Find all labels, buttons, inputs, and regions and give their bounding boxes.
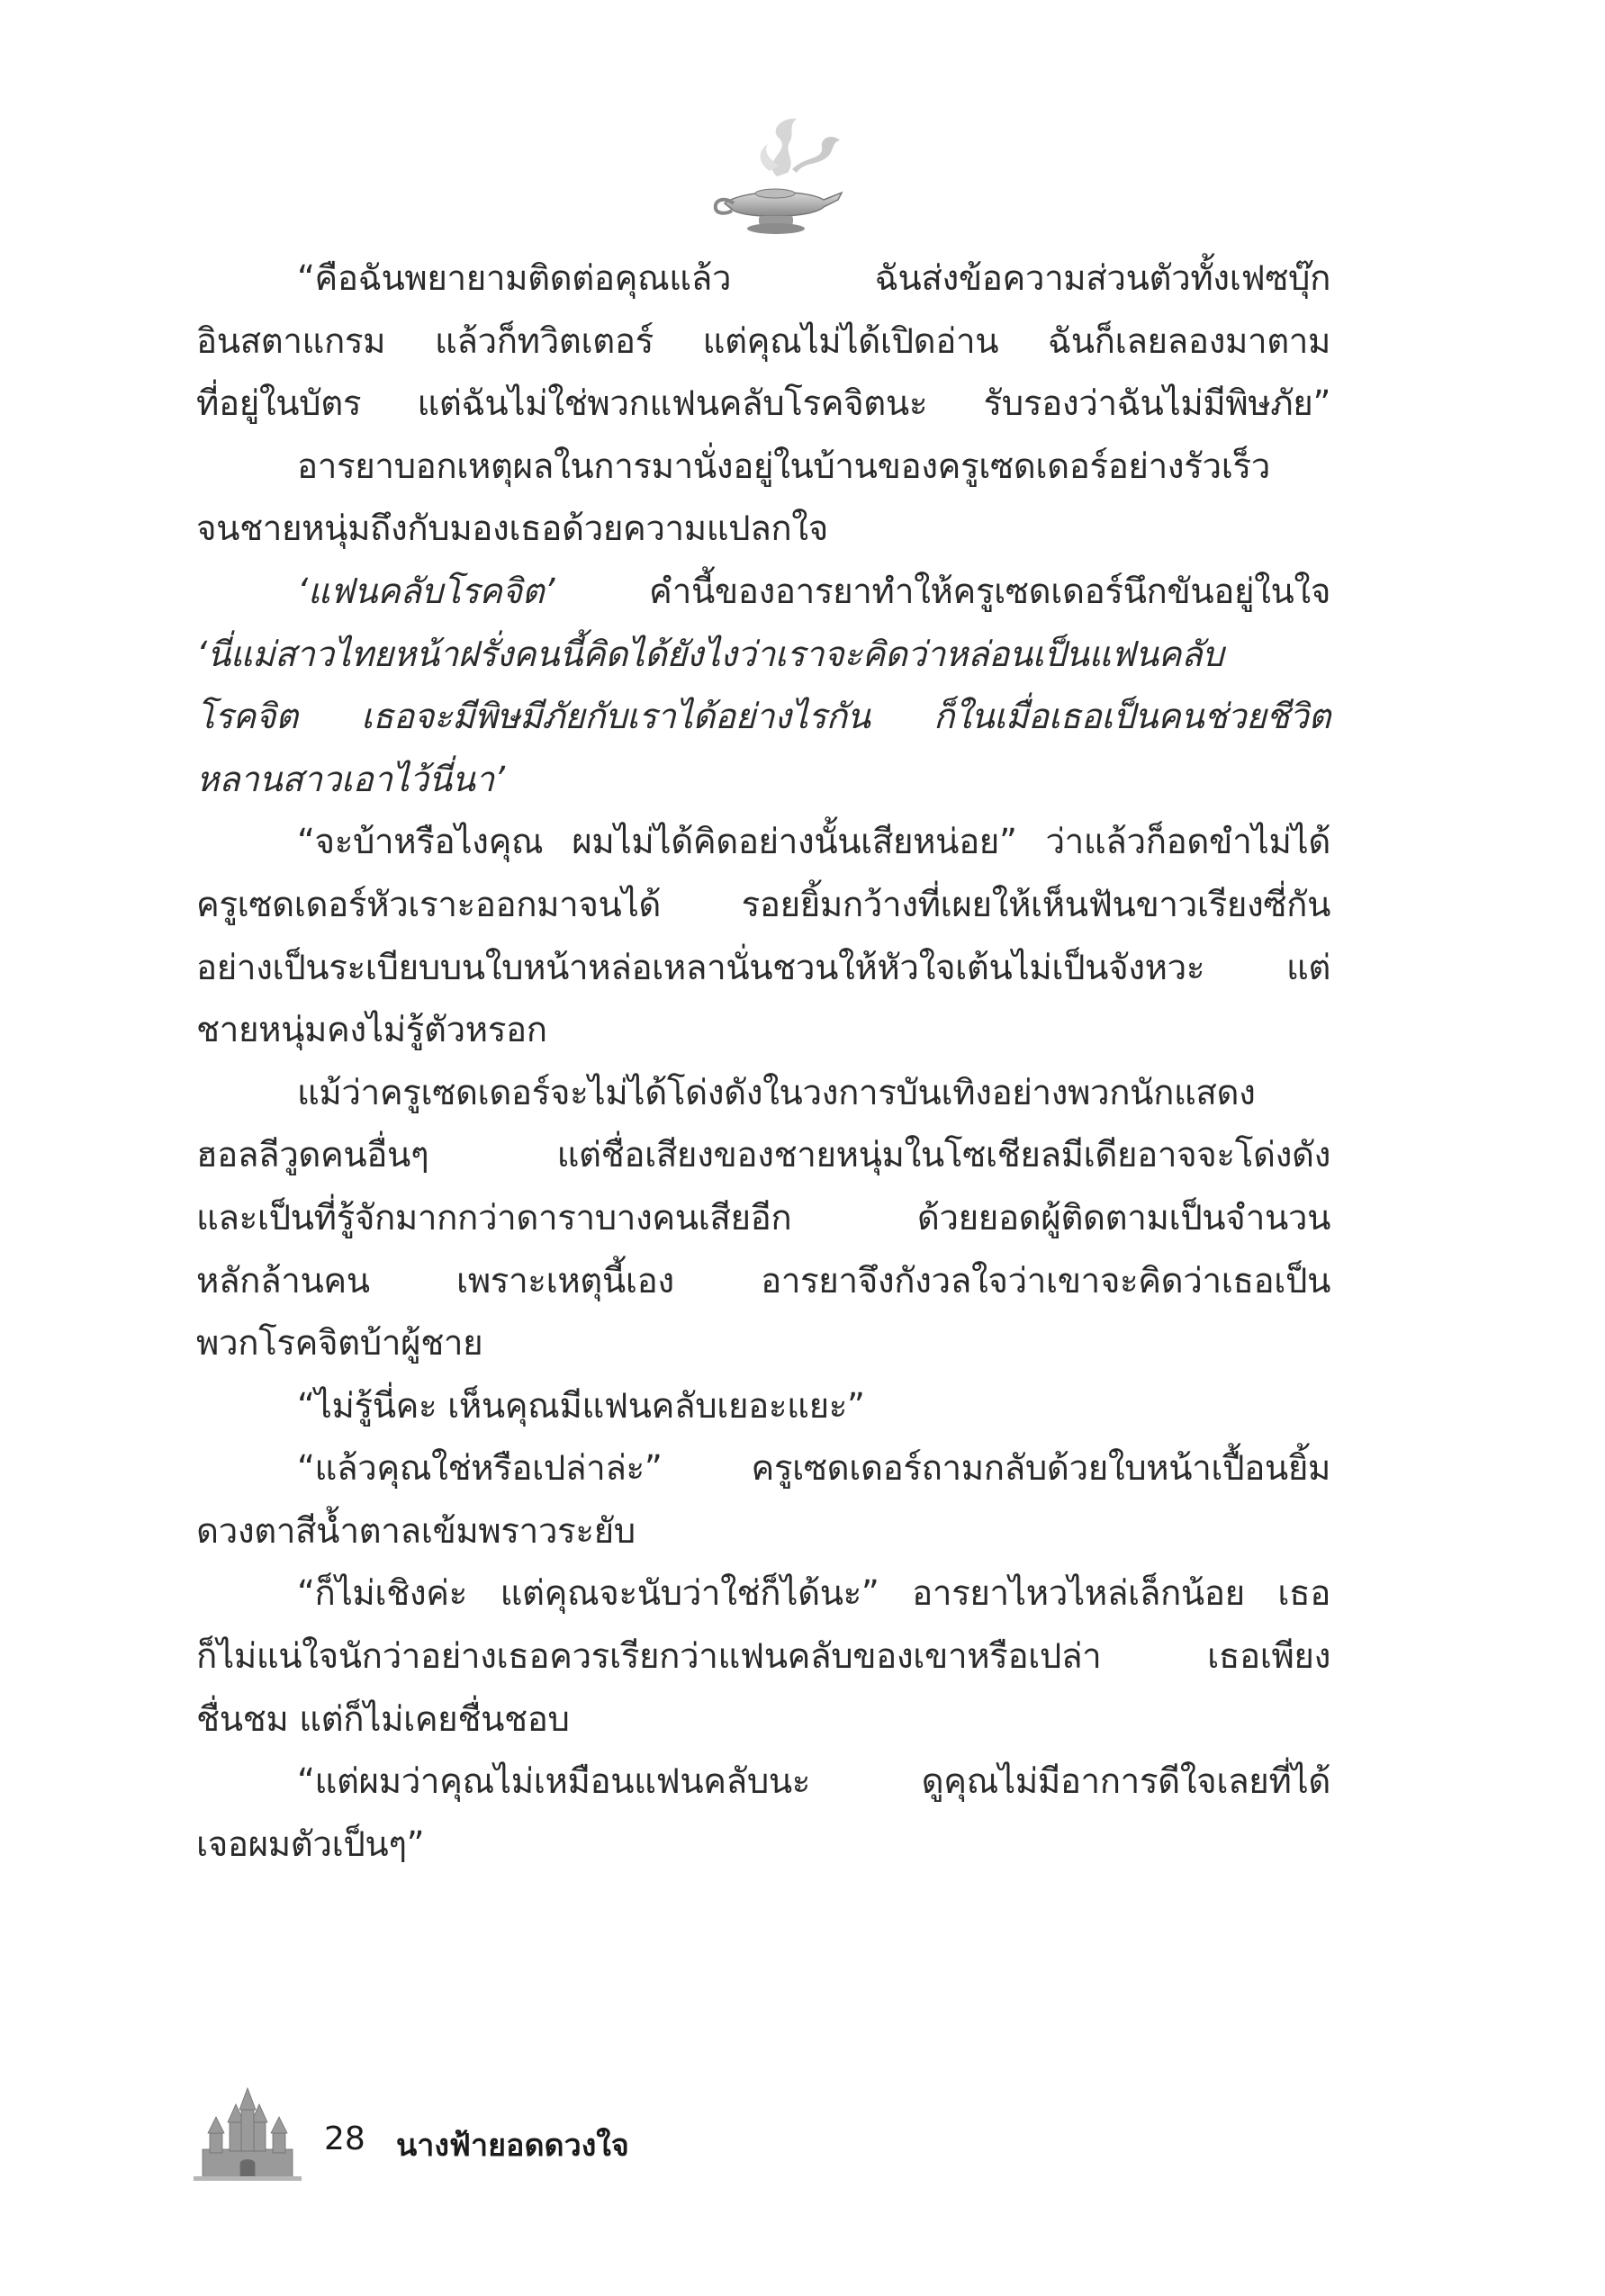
text-line: แม้ว่าครูเซดเดอร์จะไม่ได้โด่งดังในวงการบันเทิงอย่างพวกนักแสดง xyxy=(297,1072,1256,1113)
book-title: นางฟ้ายอดดวงใจ xyxy=(396,2128,629,2164)
text-line: “จะบ้าหรือไงคุณ ผมไม่ได้คิดอย่างนั้นเสียหน่อย” ว่าแล้วก็อดขำไม่ได้ xyxy=(297,822,1330,863)
text-line: โรคจิต เธอจะมีพิษมีภัยกับเราได้อย่างไรกัน ก็ในเมื่อเธอเป็นคนช่วยชีวิต xyxy=(196,697,1330,738)
text-line: พวกโรคจิตบ้าผู้ชาย xyxy=(196,1323,483,1364)
text-line: และเป็นที่รู้จักมากกว่าดาราบางคนเสียอีก ด้วยยอดผู้ติดตามเป็นจำนวน xyxy=(196,1197,1330,1238)
genie-lamp-icon xyxy=(707,106,851,241)
text-line: ที่อยู่ในบัตร แต่ฉันไม่ใช่พวกแฟนคลับโรคจิตนะ รับรองว่าฉันไม่มีพิษภัย” xyxy=(196,383,1330,425)
text-line: อารยาบอกเหตุผลในการมานั่งอยู่ในบ้านของครูเซดเดอร์อย่างรัวเร็ว xyxy=(297,446,1270,487)
text-line: หลานสาวเอาไว้นี่นา’ xyxy=(196,759,505,800)
text-line: อินสตาแกรม แล้วก็ทวิตเตอร์ แต่คุณไม่ได้เปิดอ่าน ฉันก็เลยลองมาตาม xyxy=(196,320,1330,362)
text-line: ชายหนุ่มคงไม่รู้ตัวหรอก xyxy=(196,1010,547,1051)
text-segment: คำนี้ของอารยาทำให้ครูเซดเดอร์นึกขันอยู่ในใจ xyxy=(555,571,1330,612)
text-line: ‘นี่แม่สาวไทยหน้าฝรั่งคนนี้คิดได้ยังไงว่าเราจะคิดว่าหล่อนเป็นแฟนคลับ xyxy=(196,634,1224,675)
text-line: หลักล้านคน เพราะเหตุนี้เอง อารยาจึงกังวลใจว่าเขาจะคิดว่าเธอเป็น xyxy=(196,1260,1330,1301)
text-line: “แล้วคุณใช่หรือเปล่าล่ะ” ครูเซดเดอร์ถามกลับด้วยใบหน้าเปื้อนยิ้ม xyxy=(297,1448,1330,1490)
text-line: ชื่นชม แต่ก็ไม่เคยชื่นชอบ xyxy=(196,1698,570,1740)
body-text xyxy=(196,248,1330,1876)
text-line: ดวงตาสีน้ำตาลเข้มพราวระยับ xyxy=(196,1510,636,1552)
text-line: เจอผมตัวเป็นๆ” xyxy=(196,1823,425,1865)
page-number: 28 xyxy=(324,2120,365,2157)
castle-icon xyxy=(194,2086,302,2181)
text-line: “คือฉันพยายามติดต่อคุณแล้ว ฉันส่งข้อความส่วนตัวทั้งเฟซบุ๊ก xyxy=(297,258,1330,299)
text-line: ครูเซดเดอร์หัวเราะออกมาจนได้ รอยยิ้มกว้างที่เผยให้เห็นฟันขาวเรียงซี่กัน xyxy=(196,884,1330,925)
text-line: “แต่ผมว่าคุณไม่เหมือนแฟนคลับนะ ดูคุณไม่มีอาการดีใจเลยที่ได้ xyxy=(297,1761,1330,1803)
text-line: จนชายหนุ่มถึงกับมองเธอด้วยความแปลกใจ xyxy=(196,509,828,550)
text-line: “ไม่รู้นี่คะ เห็นคุณมีแฟนคลับเยอะแยะ” xyxy=(297,1385,865,1427)
text-line: ก็ไม่แน่ใจนักว่าอย่างเธอควรเรียกว่าแฟนคลับของเขาหรือเปล่า เธอเพียง xyxy=(196,1636,1330,1678)
italic-phrase: ‘แฟนคลับโรคจิต’ xyxy=(297,571,555,612)
text-line: “ก็ไม่เชิงค่ะ แต่คุณจะนับว่าใช่ก็ได้นะ” อารยาไหวไหล่เล็กน้อย เธอ xyxy=(297,1573,1330,1615)
text-line xyxy=(196,561,1330,624)
page-footer xyxy=(194,2086,734,2185)
text-line: อย่างเป็นระเบียบบนใบหน้าหล่อเหลานั่นชวนให้หัวใจเต้นไม่เป็นจังหวะ แต่ xyxy=(196,947,1330,988)
text-line: ฮอลลีวูดคนอื่นๆ แต่ชื่อเสียงของชายหนุ่มในโซเชียลมีเดียอาจจะโด่งดัง xyxy=(196,1135,1330,1176)
